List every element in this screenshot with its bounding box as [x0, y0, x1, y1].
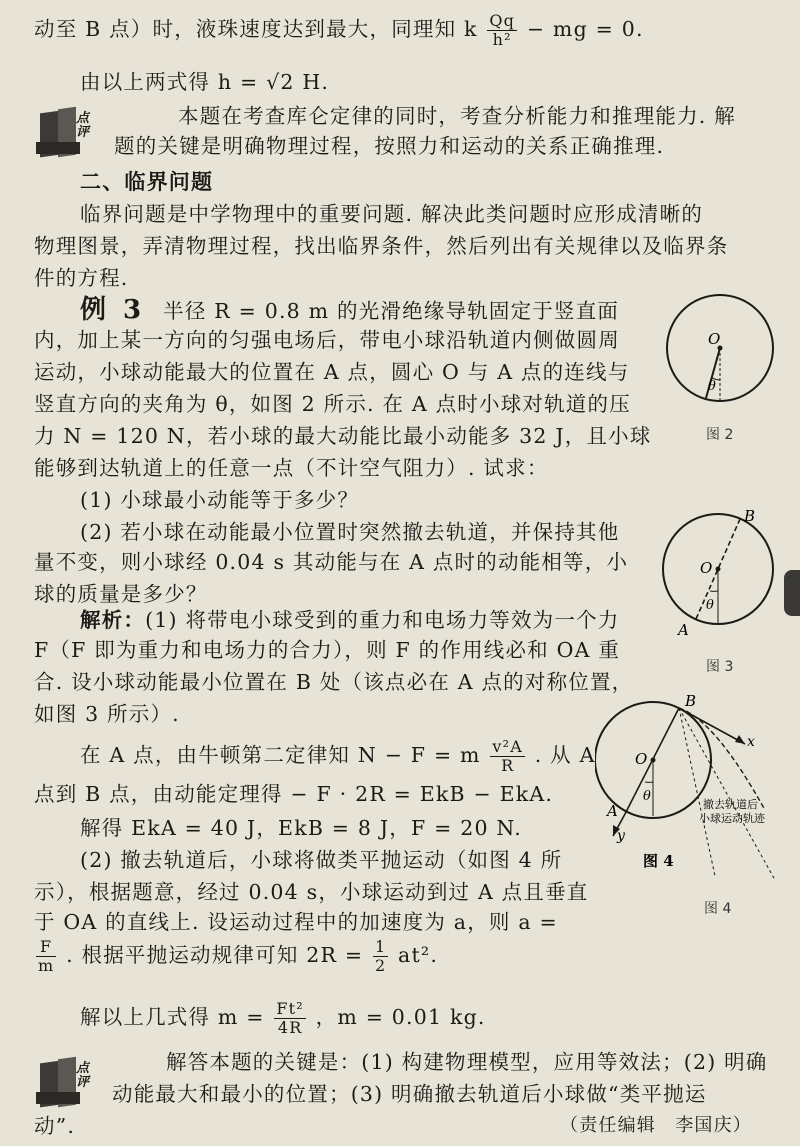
fraction-numerator: Qq — [489, 11, 516, 30]
review-text: 解答本题的关键是：(1) 构建物理模型，应用等效法；(2) 明确 — [166, 1050, 768, 1074]
text-line: F（F 即为重力和电场力的合力），则 F 的作用线必和 OA 重 — [34, 638, 621, 662]
text-line — [80, 1000, 486, 1037]
text-line: 临界问题是中学物理中的重要问题. 解决此类问题时应形成清晰的 — [80, 202, 704, 226]
text-line: 合. 设小球动能最小位置在 B 处（该点必在 A 点的对称位置， — [34, 670, 634, 694]
text-span: − mg = 0. — [526, 17, 644, 41]
fraction-denominator: m — [38, 956, 55, 975]
text-line: 由以上两式得 h = √2 H. — [80, 70, 330, 94]
review-text: 本题在考查库仑定律的同时，考查分析能力和推理能力. 解 — [178, 104, 736, 128]
text-line: 能够到达轨道上的任意一点（不计空气阻力）. 试求： — [34, 456, 549, 480]
figure-3-diagram — [660, 505, 780, 645]
label-O: O — [700, 559, 713, 577]
fraction-denominator: 4R — [277, 1018, 303, 1037]
badge-label: 点评 — [76, 111, 90, 140]
text-span: . 根据平抛运动规律可知 2R = — [66, 943, 364, 967]
text-line: 物理图景，弄清物理过程，找出临界条件，然后列出有关规律以及临界条 — [34, 234, 729, 258]
text-span: (1) 将带电小球受到的重力和电场力等效为一个力 — [145, 608, 620, 632]
text-line — [34, 12, 644, 49]
fraction-numerator: v²A — [492, 737, 524, 756]
fraction-numerator: 1 — [374, 937, 387, 956]
text-line: 件的方程. — [34, 266, 129, 290]
badge-label: 点评 — [76, 1061, 90, 1090]
fraction-numerator: F — [36, 938, 56, 957]
text-line — [80, 294, 619, 327]
figure-4-diagram — [595, 690, 790, 910]
text-line: 运动，小球动能最大的位置在 A 点，圆心 O 与 A 点的连线与 — [34, 360, 630, 384]
label-B: B — [685, 692, 697, 710]
fraction-denominator: 2 — [374, 956, 387, 975]
text-line: 解得 EkA = 40 J，EkB = 8 J，F = 20 N. — [80, 816, 522, 840]
fraction — [36, 938, 56, 975]
label-O: O — [708, 330, 721, 348]
figure-4-caption: 图 4 — [704, 901, 732, 917]
review-badge-icon — [32, 104, 98, 160]
section-heading: 二、临界问题 — [80, 170, 214, 194]
label-A: A — [678, 621, 689, 639]
text-span: 解以上几式得 m = — [80, 1005, 265, 1029]
fraction-numerator: Ft² — [276, 999, 304, 1018]
review-text: 动”. — [34, 1114, 76, 1138]
text-line: (1) 小球最小动能等于多少？ — [80, 488, 360, 512]
fraction — [373, 938, 388, 975]
review-badge-icon — [32, 1054, 98, 1110]
text-span: 半径 R = 0.8 m 的光滑绝缘导轨固定于竖直面 — [163, 299, 620, 323]
fraction-denominator: h² — [492, 30, 512, 49]
analysis-label: 解析： — [80, 608, 146, 632]
center-point — [651, 758, 656, 763]
text-span: 在 A 点，由牛顿第二定律知 N − F = m — [80, 743, 481, 767]
text-line — [80, 738, 596, 775]
x-arrow-icon — [735, 735, 745, 744]
fraction — [490, 738, 525, 775]
fraction — [274, 1000, 306, 1037]
dashed-guide — [679, 708, 715, 876]
label-O: O — [635, 750, 648, 768]
text-line: 内，加上某一方向的匀强电场后，带电小球沿轨道内侧做圆周 — [34, 328, 620, 352]
figure-4-inner-label: 图 4 — [643, 852, 674, 870]
text-line: (2) 若小球在动能最小位置时突然撤去轨道，并保持其他 — [80, 520, 620, 544]
text-line: 示），根据题意，经过 0.04 s，小球运动到过 A 点且垂直 — [34, 880, 589, 904]
text-line: 如图 3 所示）. — [34, 702, 180, 726]
label-B: B — [744, 507, 756, 525]
text-span: . 从 A — [534, 743, 596, 767]
text-span: at². — [398, 943, 439, 967]
trajectory-curve — [679, 708, 765, 810]
figure-2-diagram — [660, 290, 780, 420]
text-line: 竖直方向的夹角为 θ，如图 2 所示. 在 A 点时小球对轨道的压 — [34, 392, 631, 416]
center-point — [716, 567, 721, 572]
example-label: 例 3 — [80, 295, 146, 325]
review-text: 动能最大和最小的位置；(3) 明确撤去轨道后小球做“类平抛运 — [112, 1082, 707, 1106]
label-A: A — [607, 802, 618, 820]
fraction — [487, 12, 517, 49]
text-line: 球的质量是多少？ — [34, 582, 208, 606]
text-line: 力 N = 120 N，若小球的最大动能比最小动能多 32 J，且小球 — [34, 424, 652, 448]
text-span: ，m = 0.01 kg. — [315, 1005, 486, 1029]
text-span: 动至 B 点）时，液珠速度达到最大，同理知 k — [34, 17, 478, 41]
review-text: 题的关键是明确物理过程，按照力和运动的关系正确推理. — [114, 134, 665, 158]
text-line — [34, 938, 438, 975]
trajectory-note: 小球运动轨迹 — [699, 812, 765, 825]
figure-3-caption: 图 3 — [706, 659, 734, 675]
text-line — [80, 604, 619, 636]
label-y: y — [617, 828, 625, 844]
editor-credit: （责任编辑 李国庆） — [560, 1115, 752, 1136]
label-theta: θ — [706, 598, 714, 613]
trajectory-note: 撤去轨道后 — [703, 798, 758, 811]
page-edge-tab — [784, 570, 800, 616]
text-line: 于 OA 的直线上. 设运动过程中的加速度为 a，则 a = — [34, 910, 558, 934]
text-line: (2) 撤去轨道后，小球将做类平抛运动（如图 4 所 — [80, 848, 563, 872]
text-line: 点到 B 点，由动能定理得 − F · 2R = EkB − EkA. — [34, 782, 554, 806]
label-theta: θ — [643, 789, 651, 804]
fraction-denominator: R — [501, 756, 515, 775]
figure-2-caption: 图 2 — [706, 427, 734, 443]
label-x: x — [747, 734, 755, 750]
text-line: 量不变，则小球经 0.04 s 其动能与在 A 点时的动能相等，小 — [34, 550, 629, 574]
label-theta: θ — [708, 379, 716, 394]
